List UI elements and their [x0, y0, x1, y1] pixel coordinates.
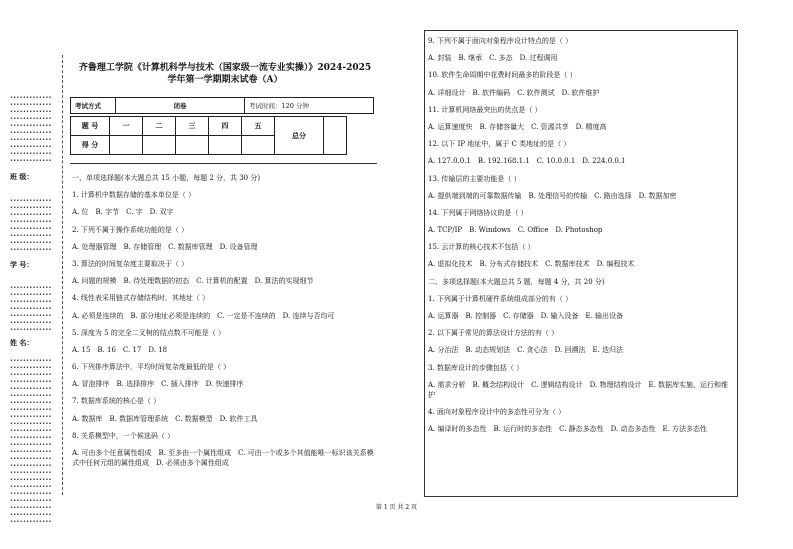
question-line: 3. 算法的时间复杂度主要取决于（ ） — [72, 259, 189, 268]
question-line: 5. 深度为 5 的完全二叉树的结点数不可能是（ ） — [72, 328, 226, 337]
question-line: 7. 数据库系统的核心是（ ） — [72, 397, 161, 406]
score-cell[interactable] — [242, 136, 275, 155]
question-no-label: 题 号 — [71, 117, 110, 136]
binding-dots: ••••••••••••• ••••••••••••• ••••••••••••• ••••••••••••• ••••••••••••• ••••••••••••• ••••••••••••• ••••••••••••• ••••••••••••• ••••••••••••• — [10, 95, 52, 164]
question-line: 9. 下列不属于面向对象程序设计特点的是（ ） — [428, 37, 573, 45]
question-line: 13. 传输层的主要功能是（ ） — [428, 174, 521, 183]
question-line: 10. 软件生命周期中花费时间最多的阶段是（ ） — [428, 71, 577, 80]
title-line-2: 学年第一学期期末试卷（A） — [167, 75, 283, 85]
score-cell[interactable] — [176, 136, 209, 155]
name-label: 姓 名： — [10, 338, 34, 347]
binding-dots: ••••••••••••• ••••••••••••• ••••••••••••• ••••••••••••• ••••••••••••• ••••••••••••• ••••••••••••• ••••••••••••• ••••••••••••• ••••••••••••• ••••••••••••• ••••••••••••• ••••••••••••• ••••••••••••• ••••••••••••• ••••••••••••• ••••••••••••• ••••••••••••• ••••••••••••• ••••••••••••• ••••••••••••• ••••••••••••• ••••••••••••• ••••••••••••• — [10, 358, 52, 525]
exam-time: 考试时间：120 分钟 — [245, 98, 374, 114]
question-line: A. 封装 B. 继承 C. 多态 D. 过程调用 — [428, 54, 558, 63]
score-col-3: 三 — [176, 117, 209, 136]
page-footer: 第 1 页 共 2 页 — [375, 504, 418, 511]
score-col-1: 一 — [110, 117, 143, 136]
question-line: 11. 计算机网络最突出的优点是（ ） — [428, 105, 542, 114]
question-line: 1. 下列属于计算机硬件系统组成部分的有（ ） — [428, 294, 573, 303]
question-line: 4. 线性表采用链式存储结构时，其地址（ ） — [72, 294, 210, 303]
score-cell[interactable] — [143, 136, 176, 155]
question-line: 14. 下列属于网络协议的是（ ） — [428, 208, 528, 217]
question-line: A. 需求分析 B. 概念结构设计 C. 逻辑结构设计 D. 物理结构设计 E. 数据库实施、运行和维护 — [428, 380, 729, 399]
total-label: 总分 — [275, 117, 324, 155]
binding-margin — [0, 0, 62, 549]
question-line: A. 运算速度快 B. 存储容量大 C. 资源共享 D. 精度高 — [428, 122, 607, 131]
binding-line — [62, 55, 64, 495]
question-line: A. 分治法 B. 动态规划法 C. 贪心法 D. 回溯法 E. 迭归法 — [428, 346, 624, 355]
question-line: 1. 计算机中数据存储的基本单位是（ ） — [72, 191, 196, 200]
title-line-1: 齐鲁理工学院《计算机科学与技术（国家级一流专业实操）》2024-2025 — [78, 63, 372, 73]
question-line: A. 必须是连续的 B. 部分地址必须是连续的 C. 一定是不连续的 D. 连续与否均可 — [72, 311, 335, 320]
question-line: A. 运算器 B. 控制器 C. 存储器 D. 输入设备 E. 输出设备 — [428, 312, 624, 320]
question-line: A. 数据库 B. 数据库管理系统 C. 数据模型 D. 软件工具 — [72, 414, 258, 423]
exam-method-value: 闭卷 — [116, 98, 245, 114]
question-line: A. 提供端到端的可靠数据传输 B. 处理信号的传输 C. 路由选择 D. 数据加密 — [428, 191, 677, 200]
score-table — [70, 116, 347, 155]
student-id-label: 学 号： — [10, 260, 34, 269]
question-line: 6. 下列排序算法中，平均时间复杂度最低的是（ ） — [72, 363, 231, 372]
section-rule — [70, 163, 377, 164]
question-line: 4. 面向对象程序设计中的多态性可分为（ ） — [428, 407, 566, 416]
score-label: 得 分 — [71, 136, 110, 155]
score-col-2: 二 — [143, 117, 176, 136]
binding-dots: ••••••••••••• ••••••••••••• ••••••••••••• ••••••••••••• ••••••••••••• ••••••••••••• ••••••••••••• ••••••••••••• — [10, 198, 52, 253]
question-line: 2. 以下属于常见的算法设计方法的有（ ） — [428, 329, 559, 338]
question-line: A. 可由多个任意属性组成 B. 至多由一个属性组成 C. 可由一个或多个其值能唯一标识该关系模式中任何元组的属性组成 D. 必须由多个属性组成 — [72, 449, 374, 467]
class-label: 班 级： — [10, 172, 34, 181]
exam-title — [70, 62, 380, 86]
score-cell[interactable] — [110, 136, 143, 155]
question-line: A. 位 B. 字节 C. 字 D. 双字 — [72, 208, 174, 217]
question-line: A. TCP/IP B. Windows C. Office D. Photoshop — [428, 226, 603, 235]
binding-dots: ••••••••••••• ••••••••••••• ••••••••••••• ••••••••••••• ••••••••••••• ••••••••••••• ••••••••••••• — [10, 285, 52, 333]
question-line: 2. 下列不属于操作系统功能的是（ ） — [72, 225, 189, 234]
question-line: A. 处理器管理 B. 存储管理 C. 数据库管理 D. 设备管理 — [72, 242, 258, 251]
question-line: A. 127.0.0.1 B. 192.168.1.1 C. 10.0.0.1 D. 224.0.0.1 — [428, 157, 626, 166]
question-line: A. 虚拟化技术 B. 分布式存储技术 C. 数据库技术 D. 编程技术 — [428, 260, 635, 269]
question-line: 一、单项选择题(本大题总共 15 小题，每题 2 分，共 30 分) — [72, 174, 261, 182]
question-line: 3. 数据库设计的步骤包括（ ） — [428, 363, 524, 372]
left-question-column — [72, 173, 377, 475]
score-col-5: 五 — [242, 117, 275, 136]
question-line: 15. 云计算的核心技术不包括（ ） — [428, 243, 535, 252]
question-line: A. 问题的规模 B. 待处理数据的初态 C. 计算机的配置 D. 算法的实现细节 — [72, 277, 314, 286]
question-line: A. 冒泡排序 B. 选择排序 C. 插入排序 D. 快速排序 — [72, 380, 244, 389]
score-cell[interactable] — [209, 136, 242, 155]
exam-method-label: 考试方式 — [71, 98, 116, 114]
question-line: 8. 关系模型中，一个候选码（ ） — [72, 431, 175, 440]
question-line: 12. 以下 IP 地址中，属于 C 类地址的是（ ） — [428, 140, 571, 149]
right-question-column — [428, 36, 733, 441]
question-line: A. 详细设计 B. 软件编码 C. 软件测试 D. 软件维护 — [428, 88, 600, 97]
exam-info-table — [70, 97, 374, 114]
question-line: A. 编译时的多态性 B. 运行时的多态性 C. 静态多态性 D. 动态多态性 E. 方法多态性 — [428, 425, 708, 434]
question-line: 二、多项选择题(本大题总共 5 题，每题 4 分，共 20 分) — [428, 277, 605, 286]
question-line: A. 15 B. 16 C. 17 D. 18 — [72, 345, 168, 354]
total-cell[interactable] — [324, 117, 347, 155]
score-col-4: 四 — [209, 117, 242, 136]
